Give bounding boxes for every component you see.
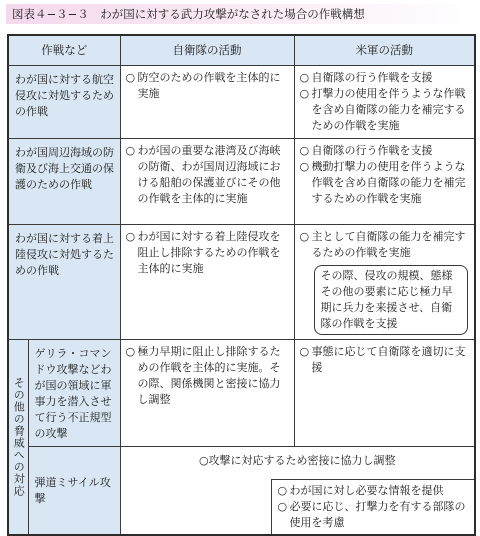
table-row — [8, 339, 475, 446]
us-item: 打撃力の使用を伴うような作戦を含め自衛隊の能力を補完するための作戦を実施 — [311, 86, 466, 132]
us-note-box: その際、侵攻の規模、態様その他の要素に応じ極力早期に兵力を来援させ、自衛隊の作戦を支援 — [314, 265, 469, 335]
us-item: 主として自衛隊の能力を補完するための作戦を実施 — [311, 229, 466, 259]
bullet-icon: ○ — [125, 143, 136, 157]
bullet-icon: ○ — [299, 86, 310, 100]
header-sdf-activity: 自衛隊の活動 — [120, 35, 294, 65]
sdf-cell-sea — [120, 138, 294, 224]
shared-activity — [121, 447, 475, 469]
table-row — [8, 446, 475, 535]
us-cell-landing — [294, 224, 475, 339]
bullet-icon: ○ — [299, 70, 310, 84]
us-item: 事態に応じて自衛隊を適切に支援 — [311, 344, 466, 374]
row-label-missile: 弾道ミサイル攻撃 — [28, 446, 120, 535]
bullet-icon: ○ — [299, 344, 310, 358]
table-row — [8, 65, 475, 138]
sdf-item: 極力早期に阻止し排除するための作戦を主体的に実施。その際、関係機関と密接に協力し調整 — [137, 344, 281, 406]
bullet-icon: ○ — [277, 483, 288, 497]
sdf-cell-guerrilla — [120, 339, 294, 446]
row-label-guerrilla: ゲリラ・コマンドウ攻撃などわが国の領域に軍事力を潜入させて行う不正規型の攻撃 — [28, 339, 120, 446]
us-cell-sea — [294, 138, 475, 224]
row-label-air: わが国に対する航空侵攻に対処するための作戦 — [8, 65, 120, 138]
figure-title: 図表４−３−３ わが国に対する武力攻撃がなされた場合の作戦構想 — [6, 4, 476, 24]
us-cell-air — [294, 65, 475, 138]
bullet-icon: ○ — [299, 159, 310, 173]
bullet-icon: ○ — [198, 453, 209, 467]
header-row — [8, 35, 475, 65]
missile-activities-cell — [120, 446, 475, 535]
bullet-icon: ○ — [277, 499, 288, 513]
row-label-landing: わが国に対する着上陸侵攻に対処するための作戦 — [8, 224, 120, 339]
operations-table — [7, 34, 476, 536]
bullet-icon: ○ — [299, 143, 310, 157]
header-operations: 作戦など — [8, 35, 120, 65]
bullet-icon: ○ — [125, 229, 136, 243]
sdf-cell-landing — [120, 224, 294, 339]
us-item: 自衛隊の行う作戦を支援 — [311, 70, 433, 84]
sdf-item: わが国の重要な港湾及び海峡の防衛、わが国周辺海域における船舶の保護並びにその他の作戦を主体的に実施 — [137, 143, 281, 205]
table-row — [8, 224, 475, 339]
bullet-icon: ○ — [125, 70, 136, 84]
us-item: 自衛隊の行う作戦を支援 — [311, 143, 433, 157]
sdf-cell-air — [120, 65, 294, 138]
bullet-icon: ○ — [125, 344, 136, 358]
us-item: 機動打撃力の使用を伴うような作戦を含め自衛隊の能力を補完するための作戦を実施 — [311, 159, 466, 205]
us-missile-box — [271, 479, 475, 534]
bullet-icon: ○ — [299, 229, 310, 243]
us-item: 必要に応じ、打撃力を有する部隊の使用を考慮 — [289, 499, 466, 529]
table-row — [8, 138, 475, 224]
other-threats-label: その他の脅威への対応 — [8, 339, 28, 535]
sdf-item: 防空のための作戦を主体的に実施 — [137, 70, 281, 100]
sdf-item: わが国に対する着上陸侵攻を阻止し排除するための作戦を主体的に実施 — [137, 229, 281, 275]
row-label-sea: わが国周辺海域の防衛及び海上交通の保護のための作戦 — [8, 138, 120, 224]
us-item: わが国に対し必要な情報を提供 — [289, 483, 444, 497]
shared-item: 攻撃に対応するため密接に協力し調整 — [208, 453, 396, 467]
header-us-activity: 米軍の活動 — [294, 35, 475, 65]
us-cell-guerrilla — [294, 339, 475, 446]
